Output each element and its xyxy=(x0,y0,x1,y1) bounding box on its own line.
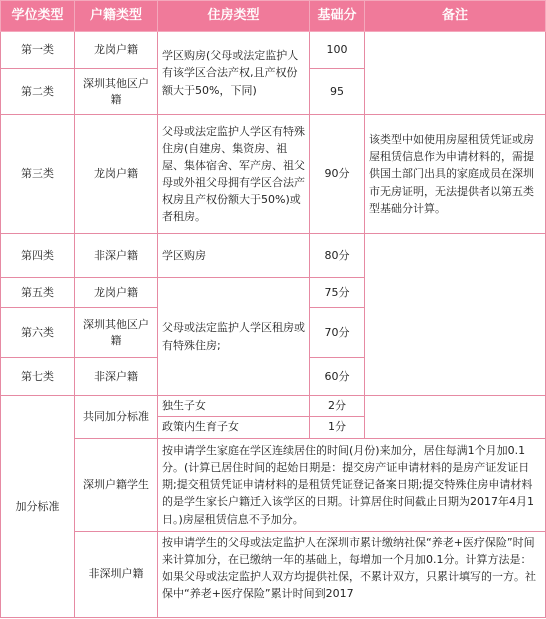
table-row-type3 xyxy=(1,115,546,234)
table-row-type4 xyxy=(1,234,546,278)
cell-score-type4: 80分 xyxy=(310,234,365,278)
cell-housing-type3: 父母或法定监护人学区有特殊住房(自建房、集资房、祖屋、集体宿舍、军产房、祖父母或外祖父母拥有学区合法产权房且产权份额大于50%)或者租房。 xyxy=(158,115,310,234)
cell-bonus-label: 加分标准 xyxy=(1,396,75,618)
cell-only-child: 独生子女 xyxy=(158,396,310,417)
table-row-type1 xyxy=(1,32,546,69)
table-row-sz-bonus xyxy=(1,438,546,531)
cell-hukou-type7: 非深户籍 xyxy=(75,358,158,396)
cell-note-type4to7 xyxy=(365,234,546,396)
table-row-nonsz-bonus xyxy=(1,531,546,617)
cell-common-bonus-note xyxy=(365,396,546,439)
cell-hukou-type3: 龙岗户籍 xyxy=(75,115,158,234)
cell-sz-label: 深圳户籍学生 xyxy=(75,438,158,531)
cell-only-child-score: 2分 xyxy=(310,396,365,417)
header-row xyxy=(1,1,546,32)
cell-score-type3: 90分 xyxy=(310,115,365,234)
header-base-score: 基础分 xyxy=(310,1,365,32)
cell-nonsz-text: 按申请学生的父母或法定监护人在深圳市累计缴纳社保“养老+医疗保险”时间来计算加分，在已缴纳一年的基础上，每增加一个月加0.1分。计算方法是：如果父母或法定监护人双方均提供社保，不累计双方，只累计填写的一方。社保中“养老+医疗保险”累计时间到2017 xyxy=(158,531,546,617)
cell-sz-text: 按申请学生家庭在学区连续居住的时间(月份)来加分，居住每满1个月加0.1分。(计算已居住时间的起始日期是：提交房产证申请材料的是房产证发证日期;提交租赁凭证申请材料的是租赁凭证登记备案日期;提交特殊住房申请材料的是学生家长户籍迁入该学区的日期。计算居住时间截止日期为2017年4月1日。)房屋租赁信息不予加分。 xyxy=(158,438,546,531)
cell-common-bonus-label: 共同加分标准 xyxy=(75,396,158,439)
table-row-only-child xyxy=(1,396,546,417)
cell-type4: 第四类 xyxy=(1,234,75,278)
cell-housing-type12: 学区购房(父母或法定监护人有该学区合法产权,且产权份额大于50%，下同) xyxy=(158,32,310,115)
cell-score-type6: 70分 xyxy=(310,308,365,358)
cell-policy-child: 政策内生育子女 xyxy=(158,416,310,438)
cell-score-type5: 75分 xyxy=(310,278,365,308)
cell-policy-child-score: 1分 xyxy=(310,416,365,438)
cell-type6: 第六类 xyxy=(1,308,75,358)
cell-score-type7: 60分 xyxy=(310,358,365,396)
cell-nonsz-label: 非深圳户籍 xyxy=(75,531,158,617)
header-degree-type: 学位类型 xyxy=(1,1,75,32)
cell-housing-type4: 学区购房 xyxy=(158,234,310,278)
cell-hukou-type4: 非深户籍 xyxy=(75,234,158,278)
cell-score-type1: 100 xyxy=(310,32,365,69)
cell-score-type2: 95 xyxy=(310,69,365,115)
table-body xyxy=(1,32,546,618)
cell-type7: 第七类 xyxy=(1,358,75,396)
cell-type1: 第一类 xyxy=(1,32,75,69)
header-housing-type: 住房类型 xyxy=(158,1,310,32)
cell-type2: 第二类 xyxy=(1,69,75,115)
cell-hukou-type1: 龙岗户籍 xyxy=(75,32,158,69)
cell-note-type12 xyxy=(365,32,546,115)
cell-hukou-type6: 深圳其他区户籍 xyxy=(75,308,158,358)
cell-note-type3: 该类型中如使用房屋租赁凭证或房屋租赁信息作为申请材料的，需提供国土部门出具的家庭成员在深圳市无房证明，无法提供者以第五类型基础分计算。 xyxy=(365,115,546,234)
cell-type5: 第五类 xyxy=(1,278,75,308)
header-notes: 备注 xyxy=(365,1,546,32)
table-header xyxy=(1,1,546,32)
header-hukou-type: 户籍类型 xyxy=(75,1,158,32)
cell-housing-type567: 父母或法定监护人学区租房或有特殊住房; xyxy=(158,278,310,396)
cell-hukou-type2: 深圳其他区户籍 xyxy=(75,69,158,115)
cell-type3: 第三类 xyxy=(1,115,75,234)
cell-hukou-type5: 龙岗户籍 xyxy=(75,278,158,308)
